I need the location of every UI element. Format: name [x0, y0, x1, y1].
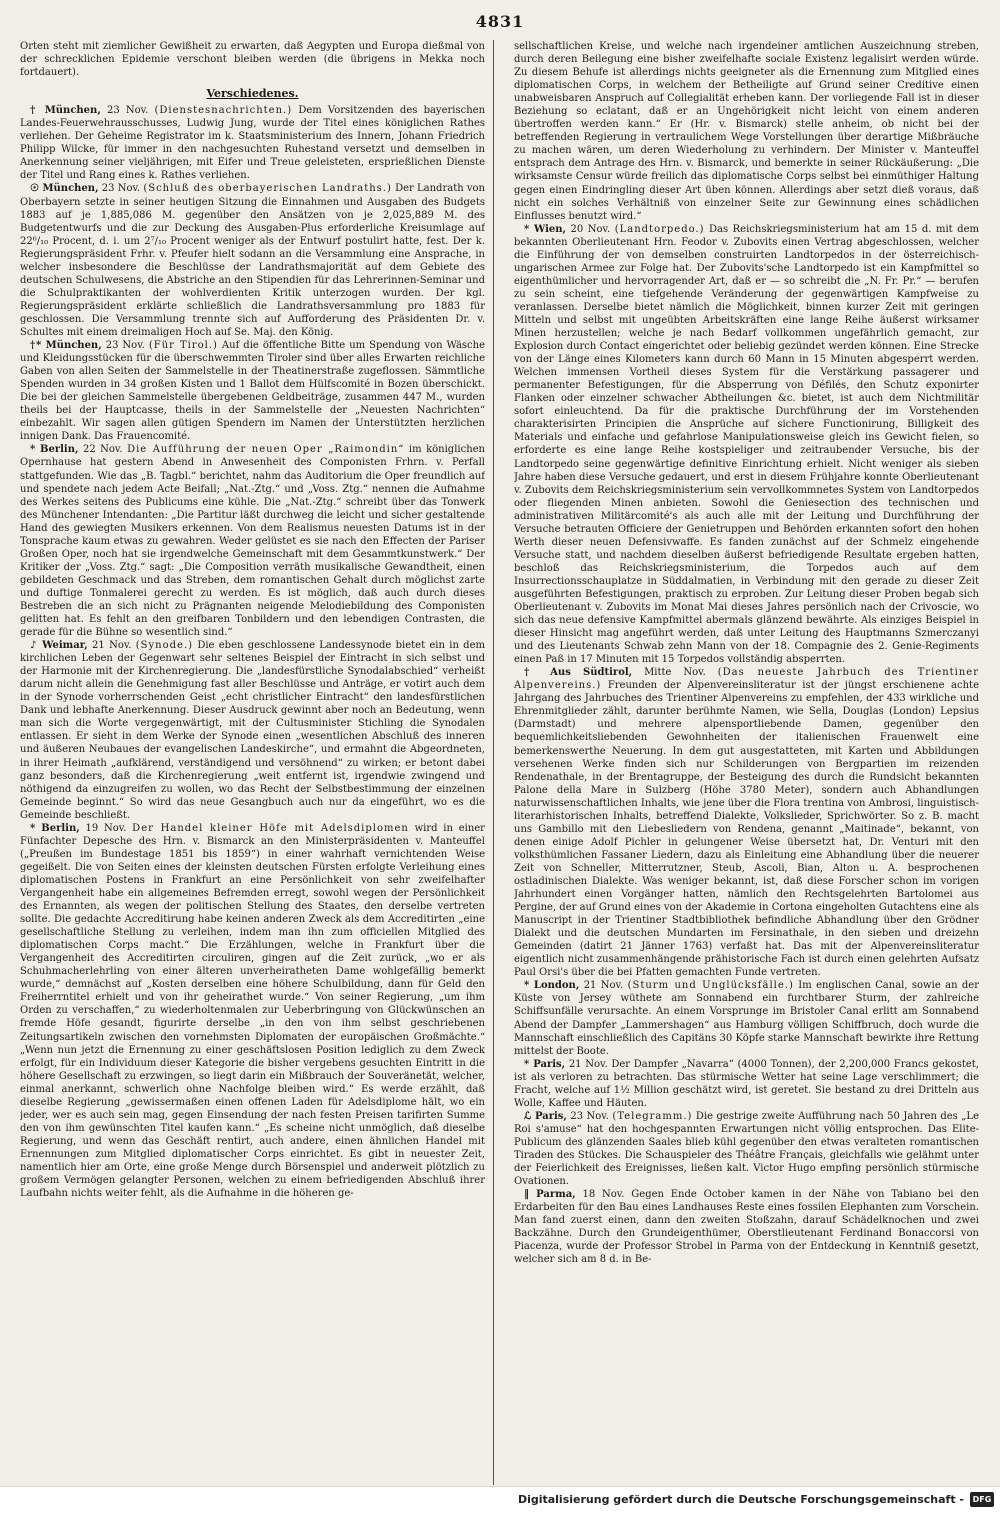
article-date: 23 Nov.	[570, 1110, 609, 1122]
left-column	[20, 40, 485, 1480]
article-date: Mitte Nov.	[644, 667, 706, 679]
article-body: Gegen Ende October kamen in der Nähe von Tabiano bei den Erdarbeiten für den Bau eines Landhauses Reste eines fossilen Elephanten zum Vorschein. Man fand zuerst einen, dann den zweiten Stoßzahn, darauf Schädelknochen und zwei Backzähne. Durch den Grundeigenthümer, Oberstlieutenant Ferdinand Bonaccorsi von Piacenza, wurde der Professor Strobel in Parma von der Entdeckung in Kenntniß gesetzt, welcher sich am 8 d. in Be-	[514, 1189, 979, 1266]
article-dateline: ‖ Parma,	[524, 1189, 576, 1201]
article-dateline: * Berlin,	[30, 444, 79, 456]
article-dateline: ☉ München,	[30, 183, 99, 195]
article-paragraph	[514, 1110, 979, 1188]
dfg-logo-icon: DFG	[970, 1492, 994, 1507]
article-dateline: †* München,	[30, 340, 102, 352]
article-paragraph	[514, 979, 979, 1057]
article-date: 23 Nov.	[101, 183, 141, 195]
article-body: Im englischen Canal, sowie an der Küste von Jersey wüthete am Sonnabend ein furchtbarer Sturm, der zahlreiche Schiffsunfälle verursachte. An einem Vorsprunge im Bristoler Canal erlitt am Sonnabend Abend der Dampfer „Lammershagen“ aus Hamburg völligen Schiffbruch, doch wurde die Mannschaft einschließlich des Capitäns 30 Köpfe starke Mannschaft bewirkte ihre Rettung mittelst der Boote.	[514, 980, 979, 1057]
footer-bar	[0, 1486, 1000, 1513]
article-topic: Der Handel kleiner Höfe mit Adelsdiplomen	[132, 822, 409, 834]
article-paragraph	[20, 104, 485, 182]
article-date: 21 Nov.	[583, 980, 624, 992]
article-topic: (Das neueste Jahrbuch des Trientiner Alpenvereins.)	[514, 667, 979, 692]
article-body: Dem Vorsitzenden des bayerischen Landes-Feuerwehrausschusses, Ludwig Jung, wurde der Titel eines königlichen Rathes verliehen. Der Geheime Registrator im k. Staatsministerium des Innern, Johann Friedrich Philipp Wilcke, für immer in den nachgesuchten Ruhestand versetzt und demselben in Anerkennung seiner vieljährigen, mit Eifer und Treue geleisteten, ersprießlichen Dienste der Titel und Rang eines k. Rathes verliehen.	[20, 105, 485, 182]
article-paragraph	[20, 339, 485, 443]
article-date: 21 Nov.	[568, 1058, 608, 1070]
article-paragraph	[20, 443, 485, 639]
article-topic: (Schluß des oberbayerischen Landraths.)	[143, 183, 392, 195]
article-body: Die eben geschlossene Landessynode bietet ein in dem kirchlichen Leben der Gegenwart sehr seltenes Beispiel der Eintracht in sich selbst und der Harmonie mit der Kirchenregierung. Die „landesfürstliche Synodalabschied“ verheißt darum nicht allein die Genehmigung fast aller Beschlüsse und Anträge, er votirt auch dem in der Synode vorherrschenden Geist „echt christlicher Eintracht“ den landesfürstlichen Dank und lebhafte Anerkennung. Dieser Ausdruck gewinnt aber noch an Bedeutung, wenn man sich die Worte vergegenwärtigt, mit der Cultusminister Stichling die Synodalen entlassen. Er sieht in dem Werke der Synode einen „wesentlichen Abschluß des inneren und äußeren Neubaues der evangelischen Landeskirche“, und ermahnt die Abgeordneten, in ihrer Heimath „aufklärend, verständigend und versöhnend“ zu wirken; er betont dabei ganz besonders, daß die Kirchenregierung „weit entfernt ist, irgendwie zwingend und nöthigend da einzugreifen zu wollen, wo das Recht der Selbstbestimmung der einzelnen Gemeinde beginnt.“ So wird das neue Gesangbuch auch nur da eingeführt, wo es die Gemeinde beschließt.	[20, 640, 485, 821]
article-paragraph	[514, 223, 979, 667]
continuation-text: sellschaftlichen Kreise, und welche nach irgendeiner amtlichen Auszeichnung streben, durch deren Beilegung eine bisher zweifelhafte sociale Existenz legalisirt werden würde. Zu diesem Behufe ist allerdings nichts geeigneter als die Ernennung zum Mitglied eines diplomatischen Corps, in welchem der Betheiligte auf Grund seiner Creditive einen unabweisbaren Anspruch auf Collegialität erheben kann. Der vorliegende Fall ist in dieser Beziehung so eclatant, daß er an Ungehörigkeit nicht leicht von einem anderen übertroffen werden kann.“ Er (Hr. v. Bismarck) stelle anheim, ob nicht bei der betreffenden Regierung in vertraulichem Wege Vorstellungen über derartige Mißbräuche zu machen wären, um deren Wiederholung zu verhindern. Der Minister v. Manteuffel entsprach dem Antrage des Hrn. v. Bismarck, und bemerkte in seiner Rückäußerung: „Die wirksamste Censur würde freilich das diplomatische Corps selbst bei einmüthiger Haltung gegen einen Eindringling dieser Art üben können. Allerdings aber setzt dieß voraus, daß nicht ein solches Verhältniß von einzelner Seite zur Gewinnung eines schädlichen Einflusses benutzt wird.“	[514, 41, 979, 222]
article-date: 21 Nov.	[92, 640, 132, 652]
article-dateline: ℒ Paris,	[524, 1110, 567, 1122]
article-body: Die gestrige zweite Aufführung nach 50 Jahren des „Le Roi s'amuse“ hat den hochgespannten Erwartungen nicht völlig entsprochen. Das Elite-Publicum des glänzenden Saales blieb kühl gegenüber den etwas veralteten romantischen Tiraden des Stückes. Die Schauspieler des Théâtre Français, gleichfalls wie gelähmt unter der Feierlichkeit des Ereignisses, ließen kalt. Victor Hugo empfing persönlich stürmische Ovationen.	[514, 1110, 979, 1188]
article-body: Das Reichskriegsministerium hat am 15 d. mit dem bekannten Oberlieutenant Hrn. Feodor v. Zubovits einen Vertrag abgeschlossen, welcher die Einführung der von demselben construirten Landtorpedos in der österreichisch-ungarischen Armee zur Folge hat. Der Zubovits'sche Landtorpedo ist ein Kampfmittel so eigenthümlicher und hervorragender Art, daß er — so schreibt die „N. Fr. Pr.“ — berufen zu sein scheint, eine tiefgehende Veränderung der gegenwärtigen Kampfweise zu veranlassen. Derselbe bietet nämlich die Möglichkeit, binnen kurzer Zeit mit geringen Mitteln und selbst mit ungeübten Arbeitskräften eine lange Reihe äußerst wirksamer Minen herzustellen; welche je nach Bedarf vollkommen ungefährlich gemacht, zur Explosion durch Contact eingerichtet oder beliebig gezündet werden können. Eine Strecke von der Länge eines Kilometers kann durch 60 Mann in 15 Minuten abgesperrt werden. Welchen immensen Vortheil dieses System für die Verstärkung passagerer und permanenter Befestigungen, für die Absperrung von Défilés, den Schutz exponirter Flanken oder einzelner schwacher Abtheilungen &c. bietet, ist auch dem Nichtmilitär sofort einleuchtend. Da für die praktische Durchführung der im Vorstehenden charakterisirten Principien die Ansprüche auf sichere Functionirung, Billigkeit des Materials und einfache und gefahrlose Manipulationsweise gleich ins Gewicht fielen, so erforderte es eine lange Reihe kostspieliger und zeitraubender Versuche, bis der Landtorpedo seine gegenwärtige definitive Einrichtung erhielt. Nicht weniger als sieben Jahre haben diese Versuche gedauert, und erst in diesem Frühjahre konnte Oberlieutenant v. Zubovits dem Reichskriegsministerium sein vervollkommnetes System von Landtorpedos oder fliegenden Minen anbieten. Sowohl die Geniesection des technischen und administrativen Militärcomité's als auch alle mit der Leitung und Durchführung der Versuche betrauten Officiere der Genietruppen und Behörden erkannten sofort den hohen Werth dieser neuen Defensivwaffe. Es fanden zunächst auf der Schmelz eingehende Versuche statt, und nachdem dieselben äußerst befriedigende Resultate ergeben hatten, beschloß das Reichskriegsministerium, die Torpedos auch auf dem Insurrectionsschauplatze in Süddalmatien, in Verbindung mit den gerade zu dieser Zeit ausgeführten Befestigungen, praktisch zu erproben. Zur Leitung dieser Proben begab sich Oberlieutenant v. Zubovits im Monat Mai dieses Jahres persönlich nach der Crivoscie, wo sich das neue defensive Kampfmittel abermals glänzend bewährte. Als einziges Beispiel in dieser Hinsicht mag angeführt werden, daß unter Leitung des Hauptmanns Szmerczanyi und des Lieutenants Schwab zehn Mann von der 18. Compagnie des 2. Genie-Regiments einen Paß in 17 Minuten mit 15 Torpedos vollständig absperrten.	[514, 223, 979, 666]
footer-credit: Digitalisierung gefördert durch die Deutsche Forschungsgemeinschaft -	[517, 1493, 964, 1506]
column-divider	[493, 40, 494, 1485]
article-topic: Die Aufführung der neuen Oper „Raimondin“	[127, 444, 405, 456]
article-topic: (Sturm und Unglücksfälle.)	[627, 980, 794, 992]
article-date: 20 Nov.	[570, 223, 611, 235]
article-dateline: * Berlin,	[30, 822, 80, 834]
article-paragraph	[20, 182, 485, 339]
article-paragraph	[514, 1058, 979, 1110]
article-body: wird in einer Fünfachter Depesche des Hrn. v. Bismarck an den Ministerpräsidenten v. Manteuffel („Preußen im Bundestage 1851 bis 1859“) in einer wahrhaft vernichtenden Weise gegeißelt. Die von Seiten eines der kleinsten deutschen Fürsten erfolgte Verleihung eines diplomatischen Postens in Frankfurt an eine Persönlichkeit von sehr zweifelhafter Vergangenheit habe ein allgemeines Befremden erregt, sowohl wegen der Persönlichkeit des Ernannten, als wegen der politischen Stellung des Staates, den derselbe vertreten sollte. Die gedachte Accreditirung habe keinen anderen Zweck als dem Accreditirten „eine gesellschaftliche Stellung zu verleihen, indem man ihn zum officiellen Mitglied des diplomatischen Corps macht.“ Die Erzählungen, welche in Frankfurt über die Vergangenheit des Accreditirten circuliren, gingen auf die Zeit zurück, „wo er als Schuhmacherlehrling von einer älteren unverheiratheten Dame wohlgefällig bemerkt wurde,“ demnächst auf „Kosten derselben eine höhere Schulbildung, dann für Geld den Freiherrntitel erhielt und von ihr geheirathet wurde.“ Von seiner Regierung, „um ihm Orden zu verschaffen,“ zu wiederholtenmalen zur Ueberbringung von Glückwünschen an fremde Höfe gesandt, figurirte derselbe „in den von ihm selbst geschriebenen Zeitungsartikeln zwischen den vornehmsten Diplomaten der europäischen Großmächte.“ „Wenn nun jetzt die Ernennung zu einer geschäftslosen Position lediglich zu dem Zweck erfolgt, für ein Individuum dieser Kategorie die bisher vergebens gesuchten Eintritt in die höhere Gesellschaft zu erzwingen, so liegt darin ein Mißbrauch der Souveränetät, welcher, einmal anerkannt, schwerlich ohne Nachfolge bleiben wird.“ Es werde erzählt, daß dieselbe Regierung „gewissermaßen einen offenen Laden für Adelsdiplome hält, wo ein jeder, wer es auch sein mag, gegen Einsendung der nach festen Preisen tarifirten Summe den von ihm gewünschten Titel kaufen kann.“ „Es scheine nicht unmöglich, daß dieselbe Regierung, und wenn das Geschäft rentirt, auch andere, einen ähnlichen Handel mit Ernennungen zum Mitglied diplomatischer Corps einrichtet. Es gibt in neuester Zeit, namentlich hier am Orte, eine große Menge durch Börsenspiel und anderweit plötzlich zu großem Vermögen gelangter Personen, welchen zu einem befriedigenden Abschluß ihrer Laufbahn nichts weiter fehlt, als die Aufnahme in die höheren ge-	[20, 822, 485, 1200]
continuation-text: Orten steht mit ziemlicher Gewißheit zu erwarten, daß Aegypten und Europa dießmal von der schrecklichen Epidemie verschont bleiben werden (die übrigens in Mekka noch fortdauert).	[20, 41, 485, 79]
article-dateline: † München,	[30, 105, 101, 117]
article-body: Der Landrath von Oberbayern setzte in seiner heutigen Sitzung die Einnahmen und Ausgaben des Budgets 1883 auf je 1,885,086 M. gegenüber den Ansätzen von je 2,025,889 M. des Budgetentwurfs und die zur Deckung des Ausgaben-Plus erforderliche Kreisumlage auf 22⁶/₁₀ Procent, d. i. um 2⁷/₁₀ Procent weniger als der Entwurf postulirt hatte, fest. Der k. Regierungspräsident Frhr. v. Pfeufer hielt sodann an die Versammlung eine Ansprache, in welcher insbesondere die Beschlüsse der Landrathsmajorität auf dem Gebiete des deutschen Schulwesens, die Abstriche an den Stipendien für das Lehrerinnen-Seminar und die Schulpraktikanten der wohlverdienten Kritik unterzogen wurden. Der kgl. Regierungspräsident erklärte schließlich die Landrathsversammlung pro 1883 für geschlossen. Die Versammlung trennte sich auf Aufforderung des Präsidenten Dr. v. Schultes mit einem dreimaligen Hoch auf Se. Maj. den König.	[20, 183, 485, 338]
article-body: Freunden der Alpenvereinsliteratur ist der jüngst erschienene achte Jahrgang des Jahrbuches des Trientiner Alpenvereins zu empfehlen, der 433 wirkliche und Ehrenmitglieder zählt, darunter berühmte Namen, wie Sella, Douglas (London) Lepsius (Darmstadt) und mehrere alpensportliebende Damen, gegenüber den bequemlichkeitsliebenden Gewohnheiten der italienischen Frauenwelt eine bemerkenswerthe Neuerung. In dem gut ausgestatteten, mit Karten und Abbildungen versehenen Werke finden sich nur Schilderungen von Bergpartien im reizenden Rendenathale, in der Brentagruppe, der Besteigung des durch die Rundsicht bekannten Palone della Mare in Sulzberg (Höhe 3780 Meter), sondern auch Abhandlungen naturwissenschaftlichen Inhalts, wie jene über die Flora trentina von Ambrosi, linguistisch-literarhistorischen Inhalts, betreffend Dialekte, Volkslieder, Sprichwörter. So z. B. macht uns Gambillo mit den Liebesliedern von Rendena, genannt „Maitinade“, bekannt, von denen einige Adolf Pichler in gelungener Weise übersetzt hat, Dr. Venturi mit den volksthümlichen Fassaner Liedern, dazu als Einleitung eine Abhandlung über die neuerer Zeit von Schneller, Mitterrutzner, Steub, Ascoli, Bian, Alton u. A. besprochenen ostladinischen Dialekte. Was weniger bekannt, ist, daß diese Forscher schon im vorigen Jahrhundert einen Vorgänger hatten, nämlich den Rechtsgelehrten Bartolomei aus Pergine, der auf Grund eines von der Akademie in Cortona eingeholten Gutachtens eine als Manuscript in der Trientiner Stadtbibliothek befindliche Abhandlung über den Grödner Dialekt und die deutschen Mundarten im Fersinathale, in den sieben und dreizehn Gemeinden (datirt 21 Jänner 1763) verfaßt hat. Das mit der Alpenvereinsliteratur eigentlich nicht zusammenhängende prähistorische Fach ist durch einen gelehrten Aufsatz Paul Orsi's über die bei Pfatten gemachten Funde vertreten.	[514, 680, 979, 979]
article-topic: (Landtorpedo.)	[614, 223, 705, 235]
article-paragraph	[20, 822, 485, 1200]
article-date: 18 Nov.	[582, 1189, 625, 1201]
right-column	[514, 40, 979, 1480]
page-number: 4831	[475, 12, 525, 31]
article-dateline: * Paris,	[524, 1058, 566, 1070]
article-paragraph	[514, 666, 979, 979]
article-topic: (Dienstesnachrichten.)	[154, 105, 293, 117]
article-dateline: † Aus Südtirol,	[524, 667, 633, 679]
section-heading: Verschiedenes.	[206, 87, 299, 101]
article-dateline: * London,	[524, 980, 580, 992]
article-dateline: * Wien,	[524, 223, 567, 235]
article-topic: (Synode.)	[135, 640, 194, 652]
article-topic: (Für Tirol.)	[148, 340, 218, 352]
article-body: Auf die öffentliche Bitte um Spendung von Wäsche und Kleidungsstücken für die überschwemmten Tiroler sind über alles Erwarten reichliche Gaben von allen Seiten der Sammelstelle in der Theatinerstraße zugeflossen. Sämmtliche Spenden wurden in 34 großen Kisten und 1 Ballot dem Hülfscomité in Bozen überschickt. Die bei der gleichen Sammelstelle übergebenen Geldbeiträge, zusammen 447 M., wurden theils bei der Hauptcasse, theils in der Sammelstelle der „Neuesten Nachrichten“ einbezahlt. Wir sagen allen gütigen Spendern im Namen der Unterstützten herzlichen innigen Dank. Das Frauencomité.	[20, 340, 485, 443]
article-paragraph	[514, 1188, 979, 1266]
article-topic: (Telegramm.)	[612, 1110, 693, 1122]
article-date: 23 Nov.	[105, 340, 145, 352]
article-date: 22 Nov.	[82, 444, 123, 456]
article-date: 23 Nov.	[107, 105, 149, 117]
article-paragraph	[20, 639, 485, 822]
article-date: 19 Nov.	[85, 822, 127, 834]
article-dateline: ♪ Weimar,	[30, 640, 88, 652]
article-body: im königlichen Opernhause hat gestern Abend in Anwesenheit des Componisten Frhrn. v. Perfall stattgefunden. Wie das „B. Tagbl.“ berichtet, nahm das Auditorium die Oper freundlich auf und spendete nach jedem Acte Beifall; „Nat.-Ztg.“ und „Voss. Ztg.“ nennen die Aufnahme des Werkes seitens des Publicums eine kühle. Die „Nat.-Ztg.“ schreibt über das Tonwerk des Münchener Intendanten: „Die Partitur läßt durchweg die leicht und sicher gestaltende Hand des gewiegten Musikers erkennen. Von dem Realismus neuesten Datums ist in der Tonsprache kaum etwas zu gewahren. Weder gelüstet es sie nach den Effecten der Pariser Großen Oper, noch hat sie irgendwelche Gemeinschaft mit dem Gesammtkunstwerk.“ Der Kritiker der „Voss. Ztg.“ sagt: „Die Composition verräth musikalische Gewandtheit, einen gebildeten Geschmack und das Streben, dem romantischen Gehalt durch möglichst zarte und duftige Tonmalerei gerecht zu werden. Es ist möglich, daß auch durch dieses Bestreben die an sich nicht zu Prägnanten neigende Melodiebildung des Componisten gelitten hat. Es fehlt an den greifbaren Tonbildern und den lebendigen Contrasten, die gerade für die Bühne so wesentlich sind.“	[20, 444, 485, 639]
article-body: Der Dampfer „Navarra“ (4000 Tonnen), der 2,200,000 Francs gekostet, ist als verloren zu betrachten. Das stürmische Wetter hat seine Lage verschlimmert; die Fracht, welche auf 1½ Million geschätzt wird, ist geretet. Sie bestand zu drei Dritteln aus Wolle, Kaffee und Häuten.	[514, 1058, 979, 1109]
